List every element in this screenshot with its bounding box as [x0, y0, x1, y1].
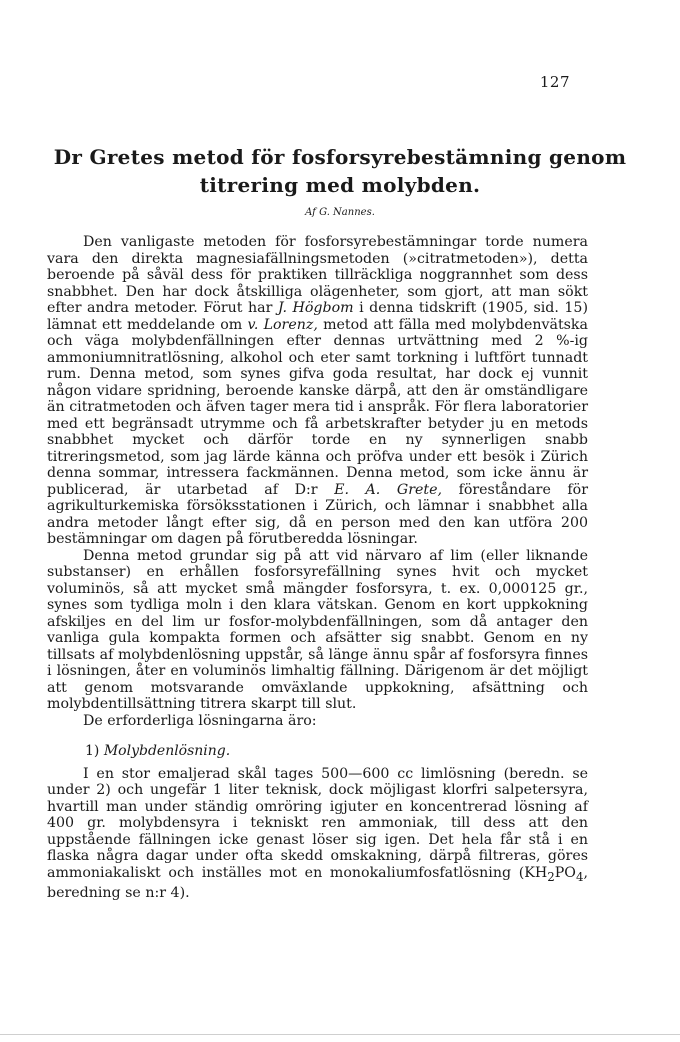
byline-author: G. Nannes. — [319, 207, 375, 218]
article-title — [40, 143, 640, 199]
paragraph-4-part-b: PO — [554, 864, 576, 881]
section-heading-molybdenlosning — [85, 743, 588, 760]
paragraph-2: Denna metod grundar sig på att vid närvaro af lim (eller liknande substanser) en erhållen fosforsyrefällning synes hvit och mycket voluminös, så att mycket små mängder fosforsyra, t. ex. 0,000125 gr., synes som tydliga moln i den klara vätskan. Genom en kort uppkokning afskiljes en del lim ur fosfor-molybdenfällningen, som då antager den vanliga gula kompakta formen och afsätter sig snabbt. Genom en ny tillsats af molybdenlösning uppstår, så länge ännu spår af fosforsyra finnes i lösningen, åter en voluminös limhaltig fällning. Därigenom är det möjligt att genom motsvarande omväxlande uppkokning, afsättning och molybdentillsättning titrera skarpt till slut. — [47, 547, 588, 712]
paragraph-4-part-c: , beredning se n:r 4). — [47, 864, 588, 901]
author-name-hogbom: J. Högbom — [277, 300, 354, 316]
paragraph-1-part-c: metod att fälla med molybdenvätska och väga molybdenfällningen efter dennas urtvättning med 2 %-ig ammoniumnitratlösning, alkohol och eter samt torkning i luftfört tunnadt rum. Denna metod, som synes gifva goda resultat, har dock ej vunnit någon vidare spridning, beroende kanske därpå, att den är omständligare än citratmetoden och äfven tager mera tid i anspråk. För flera laboratorier med ett begränsadt utrymme och få arbetskrafter betyder ju en metods snabbhet mycket och därför torde en ny synnerligen snabb titreringsmetod, som jag lärde känna och pröfva under ett besök i Zürich denna sommar, intressera fackmännen. Denna metod, som icke ännu är publicerad, är utarbetad af D:r — [47, 316, 588, 498]
page-number: 127 — [539, 73, 570, 91]
paragraph-1-part-d: föreståndare för agrikulturkemiska försöksstationen i Zürich, och lämnar i snabbhet alla andra metoder långt efter sig, då en person med den kan utföra 200 bestämningar om dagen på förutberedda lösningar. — [47, 481, 588, 547]
subscript-2: 2 — [547, 869, 555, 884]
bottom-rule — [0, 1034, 680, 1035]
paragraph-4 — [47, 766, 588, 902]
title-line-2: titrering med molybden. — [199, 173, 481, 197]
section-number: 1) — [85, 743, 100, 759]
title-line-1: Dr Gretes metod för fosforsyrebestämning genom — [53, 145, 627, 169]
paragraph-1-part-a: Den vanligaste metoden för fosforsyrebestämningar torde numera vara den direkta magnesiafällningsmetoden (»citratmetoden»), detta beroende på såväl dess för praktiken tillräckliga noggrannhet som dess snabbhet. Den har dock åtskilliga olägenheter, som gjort, att man sökt efter andra metoder. Förut har — [47, 234, 588, 316]
article-body — [47, 234, 588, 901]
author-name-grete: E. A. Grete, — [334, 481, 442, 498]
byline — [0, 207, 680, 218]
paragraph-3: De erforderliga lösningarna äro: — [83, 712, 317, 729]
author-name-lorenz: v. Lorenz, — [247, 316, 318, 333]
section-name: Molybdenlösning. — [103, 743, 231, 759]
paragraph-1-part-b: i denna tidskrift (1905, sid. 15) lämnat ett meddelande om — [47, 300, 588, 333]
subscript-4: 4 — [575, 869, 584, 884]
byline-prefix: Af — [305, 207, 316, 218]
paragraph-4-part-a: I en stor emaljerad skål tages 500—600 cc limlösning (beredn. se under 2) och ungefär 1 liter teknisk, dock möjligast klorfri salpetersyra, hvartill man under ständig omröring igjuter en koncentrerad lösning af 400 gr. molybdensyra i tekniskt ren ammoniak, till dess att den uppstående fällningen icke genast löser sig igen. Det hela får stå i en flaska några dagar under ofta skedd omskakning, därpå filtreras, göres ammoniakaliskt och inställes mot en monokaliumfosfatlösning (KH — [47, 765, 588, 881]
paragraph-1 — [47, 234, 588, 548]
